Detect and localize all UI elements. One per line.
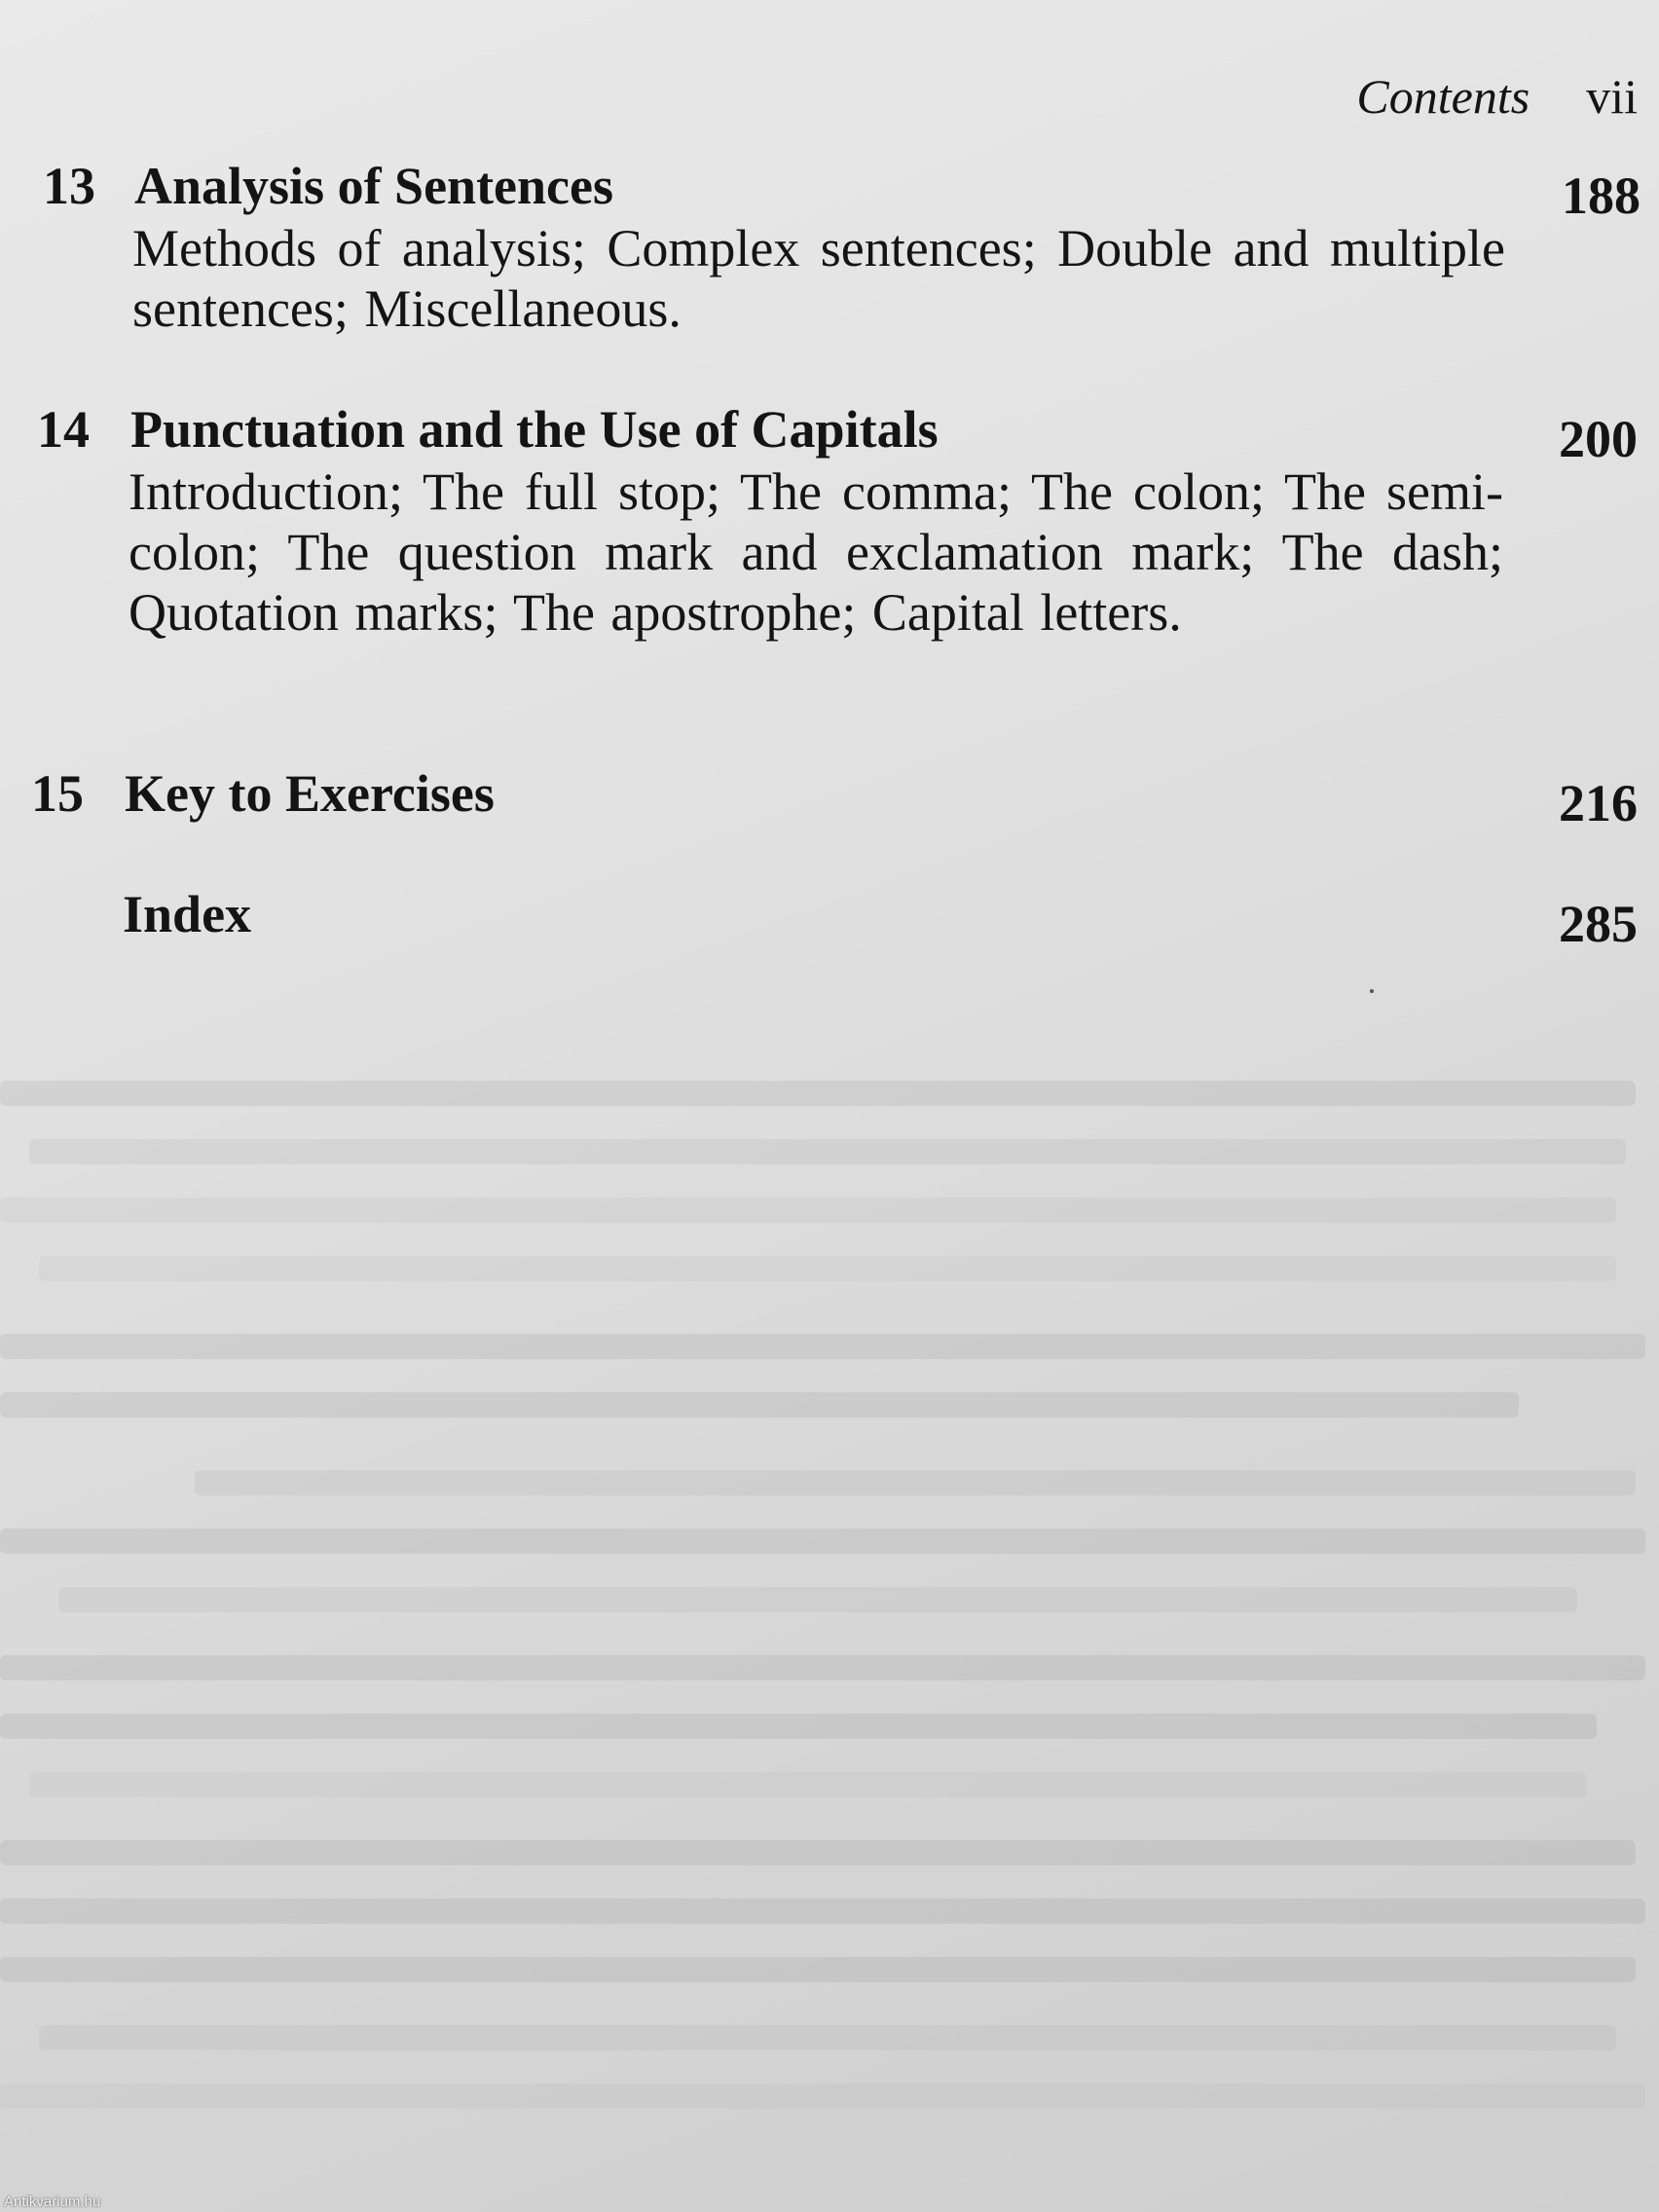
paper-speck (1370, 989, 1374, 993)
chapter-title: Key to Exercises (125, 764, 495, 823)
running-head-title: Contents (1356, 69, 1530, 124)
index-title: Index (123, 885, 252, 943)
watermark: Antikvarium.hu (4, 2194, 101, 2210)
chapter-page: 200 (1559, 410, 1638, 468)
chapter-number: 13 (43, 157, 95, 215)
index-page: 285 (1559, 895, 1638, 953)
chapter-title: Analysis of Sentences (134, 157, 614, 215)
chapter-description: Methods of analysis; Complex sentences; Double and multiple sentences; Miscellaneous. (132, 219, 1505, 338)
chapter-page: 188 (1562, 166, 1641, 225)
chapter-number: 14 (37, 400, 90, 459)
running-head-page-number: vii (1586, 69, 1638, 124)
chapter-number: 15 (31, 764, 84, 823)
chapter-page: 216 (1559, 774, 1638, 832)
running-head (1356, 68, 1638, 125)
show-through-text (0, 1042, 1659, 2161)
chapter-description: Introduction; The full stop; The comma; The colon; The semi-colon; The question mark and exclamation mark; The dash; Quotation marks; The apostrophe; Capital letters. (129, 462, 1503, 642)
chapter-title: Punctuation and the Use of Capitals (130, 400, 939, 459)
